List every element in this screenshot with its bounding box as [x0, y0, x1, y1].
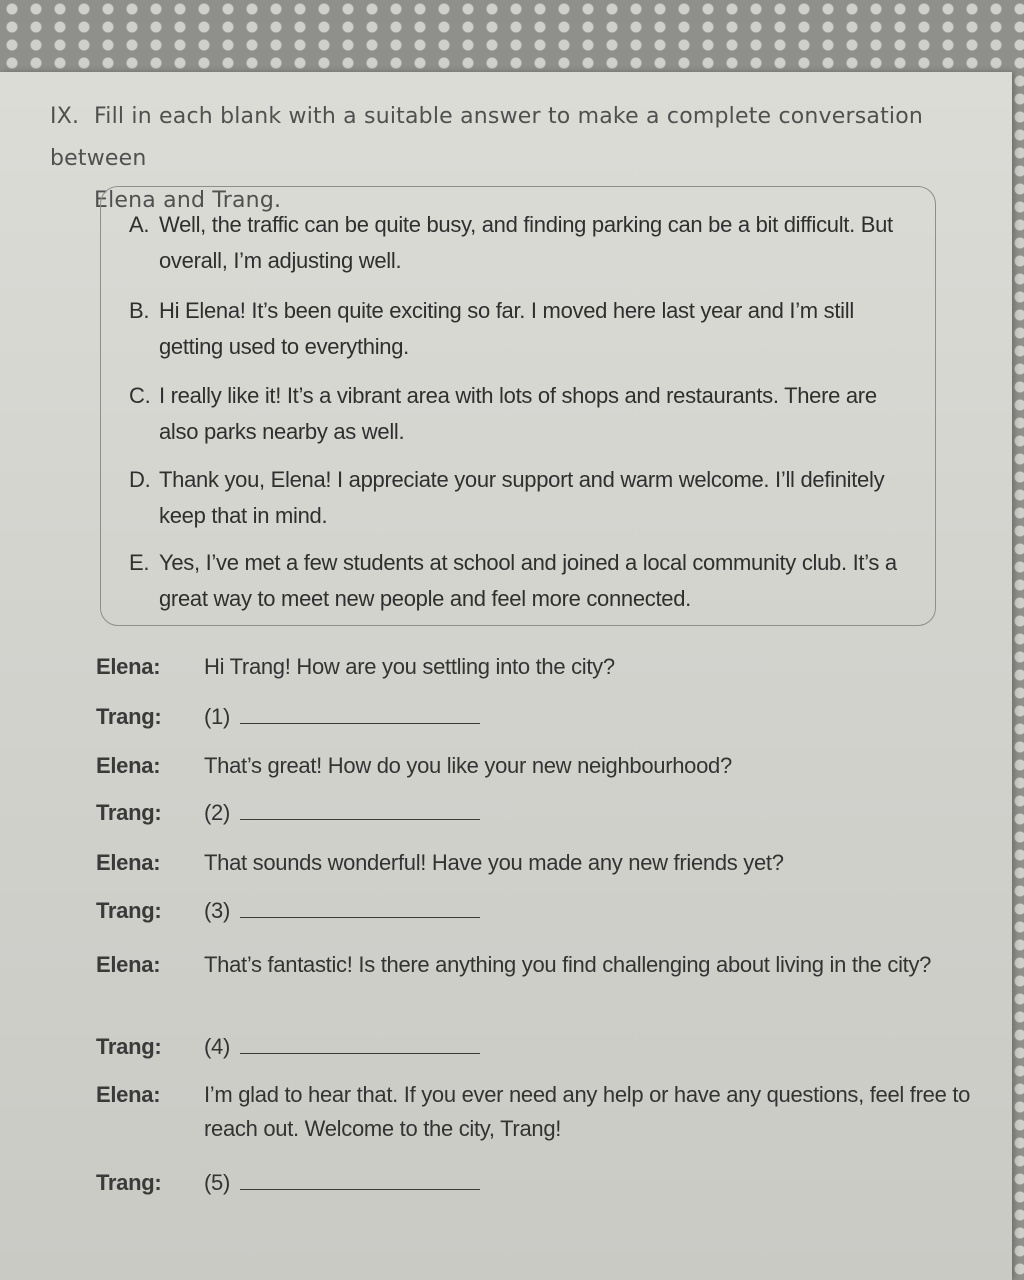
answer-blank[interactable] [240, 895, 480, 918]
blank-number: (1) [204, 704, 230, 729]
blank-number: (2) [204, 800, 230, 825]
blank-number: (3) [204, 898, 230, 923]
speaker-label: Elena: [96, 654, 161, 679]
speaker-label: Trang: [96, 1034, 162, 1059]
dialogue-line-9 [96, 1078, 974, 1146]
dialogue-line-8 [96, 1030, 974, 1064]
dialogue-line-3 [96, 749, 974, 783]
speaker-label: Trang: [96, 800, 162, 825]
worksheet-page [0, 72, 1012, 1280]
option-text: Hi Elena! It’s been quite exciting so far. I moved here last year and I’m still getting used to everything. [159, 298, 854, 359]
dialogue-text: That sounds wonderful! Have you made any new friends yet? [204, 850, 784, 875]
option-b [129, 293, 921, 365]
option-letter: D. [129, 467, 151, 492]
option-letter: C. [129, 383, 151, 408]
dialogue-line-2 [96, 700, 974, 734]
instruction-line-2: Elena and Trang. [94, 188, 282, 213]
option-letter: B. [129, 298, 150, 323]
option-text: Well, the traffic can be quite busy, and finding parking can be a bit difficult. But overall, I’m adjusting well. [159, 212, 893, 273]
dialogue-line-10 [96, 1166, 974, 1200]
speaker-label: Trang: [96, 898, 162, 923]
speaker-label: Elena: [96, 850, 161, 875]
answer-blank[interactable] [240, 1167, 480, 1190]
speaker-label: Trang: [96, 704, 162, 729]
option-a [129, 207, 921, 279]
option-text: Yes, I’ve met a few students at school and joined a local community club. It’s a great way to meet new people and feel more connected. [159, 550, 897, 611]
instruction-line-1: Fill in each blank with a suitable answer to make a complete conversation between [50, 104, 924, 171]
dialogue-line-6 [96, 894, 974, 928]
dialogue-text: That’s fantastic! Is there anything you find challenging about living in the city? [204, 952, 932, 977]
option-text: Thank you, Elena! I appreciate your support and warm welcome. I’ll definitely keep that in mind. [159, 467, 885, 528]
answer-blank[interactable] [240, 1031, 480, 1054]
answer-blank[interactable] [240, 701, 480, 724]
option-e [129, 545, 921, 617]
dialogue-line-4 [96, 796, 974, 830]
speaker-label: Elena: [96, 753, 161, 778]
answer-blank[interactable] [240, 797, 480, 820]
option-d [129, 462, 921, 534]
answer-options-box [100, 186, 936, 626]
dialogue-line-7 [96, 948, 974, 982]
dialogue-line-1 [96, 650, 974, 684]
dialogue-text: Hi Trang! How are you settling into the city? [204, 654, 615, 679]
dialogue-text: I’m glad to hear that. If you ever need any help or have any questions, feel free to reach out. Welcome to the city, Trang! [204, 1082, 971, 1141]
dialogue-line-5 [96, 846, 974, 880]
option-letter: A. [129, 212, 150, 237]
option-text: I really like it! It’s a vibrant area with lots of shops and restaurants. There are also parks nearby as well. [159, 383, 877, 444]
exercise-number: IX. [50, 104, 80, 129]
speaker-label: Elena: [96, 1082, 161, 1107]
option-letter: E. [129, 550, 150, 575]
option-c [129, 378, 921, 450]
dialogue-text: That’s great! How do you like your new neighbourhood? [204, 753, 732, 778]
speaker-label: Trang: [96, 1170, 162, 1195]
speaker-label: Elena: [96, 952, 161, 977]
blank-number: (5) [204, 1170, 230, 1195]
blank-number: (4) [204, 1034, 230, 1059]
